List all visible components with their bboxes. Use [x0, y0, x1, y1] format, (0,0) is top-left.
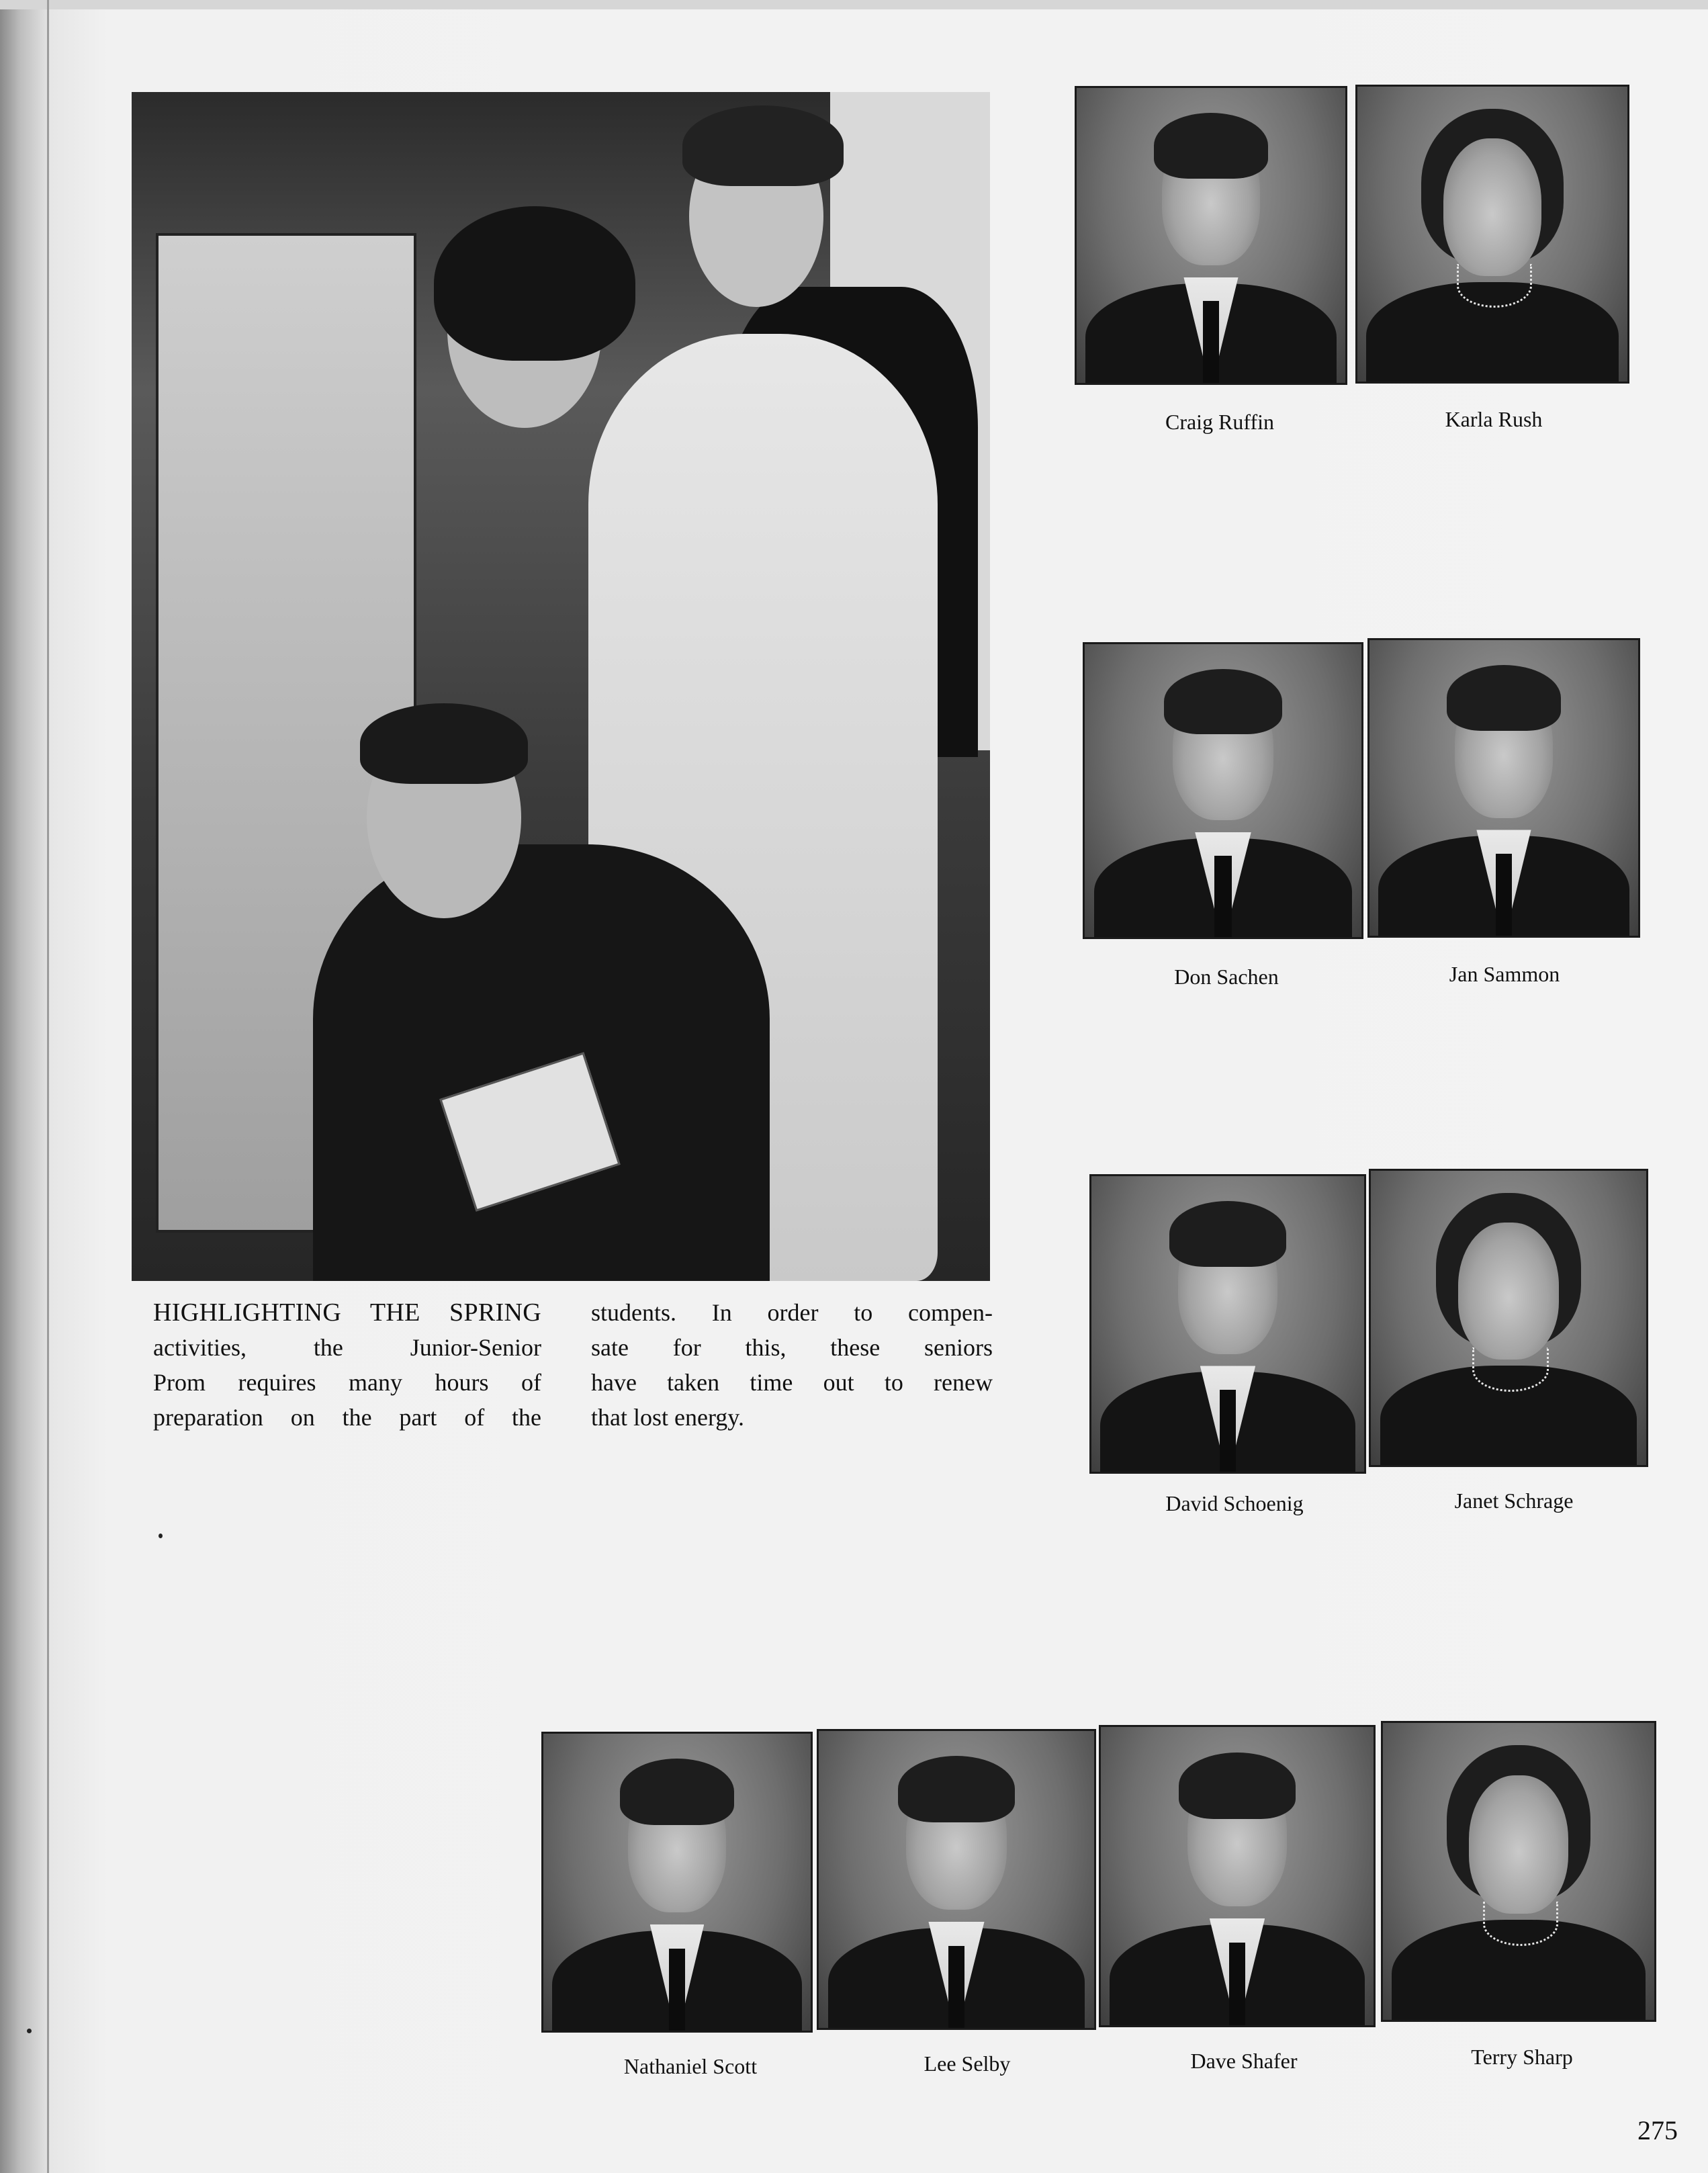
portrait-name: Karla Rush — [1445, 407, 1543, 431]
portrait-name: Dave Shafer — [1190, 2049, 1298, 2073]
portrait-name: Nathaniel Scott — [623, 2054, 758, 2078]
caption-line: activities, the Junior-Senior — [153, 1334, 541, 1361]
portrait-photo — [817, 1729, 1096, 2030]
page-number: 275 — [1637, 2115, 1678, 2145]
caption-line: preparation on the part of the — [153, 1404, 541, 1431]
portrait-name: Terry Sharp — [1471, 2045, 1573, 2069]
caption-line: students. In order to compen- — [591, 1299, 993, 1326]
caption-line: that lost energy. — [591, 1404, 744, 1431]
portrait-photo — [1381, 1721, 1656, 2022]
portrait-photo — [1367, 638, 1640, 938]
portrait-name: Janet Schrage — [1454, 1489, 1574, 1513]
girl-hair — [434, 206, 635, 361]
portrait-name: Jan Sammon — [1449, 962, 1560, 986]
print-speck — [159, 1534, 163, 1538]
caption-lead-line: HIGHLIGHTING THE SPRING — [153, 1298, 541, 1327]
caption-line: sate for this, these seniors — [591, 1334, 993, 1361]
seated-boy-suit — [313, 844, 770, 1281]
print-speck — [27, 2029, 32, 2033]
portrait-photo — [1075, 86, 1347, 385]
portrait-name: Lee Selby — [924, 2051, 1011, 2076]
caption-line: have taken time out to renew — [591, 1369, 993, 1396]
portrait-photo — [1089, 1174, 1366, 1474]
caption-column-1 — [153, 1295, 541, 1435]
portrait-name: David Schoenig — [1165, 1491, 1304, 1515]
portrait-photo — [1083, 642, 1363, 939]
portrait-name: Don Sachen — [1174, 965, 1279, 989]
seated-boy-hair — [360, 703, 528, 784]
portrait-photo — [541, 1732, 813, 2033]
portrait-photo — [1369, 1169, 1648, 1467]
binding-spine — [47, 0, 49, 2173]
top-edge — [0, 0, 1708, 9]
standing-boy-hair — [682, 105, 844, 186]
caption-column-2 — [591, 1295, 993, 1435]
portrait-photo — [1355, 85, 1629, 384]
portrait-name: Craig Ruffin — [1165, 410, 1275, 434]
prom-candid-photo — [132, 92, 990, 1281]
caption-line: Prom requires many hours of — [153, 1369, 541, 1396]
portrait-photo — [1099, 1725, 1376, 2027]
